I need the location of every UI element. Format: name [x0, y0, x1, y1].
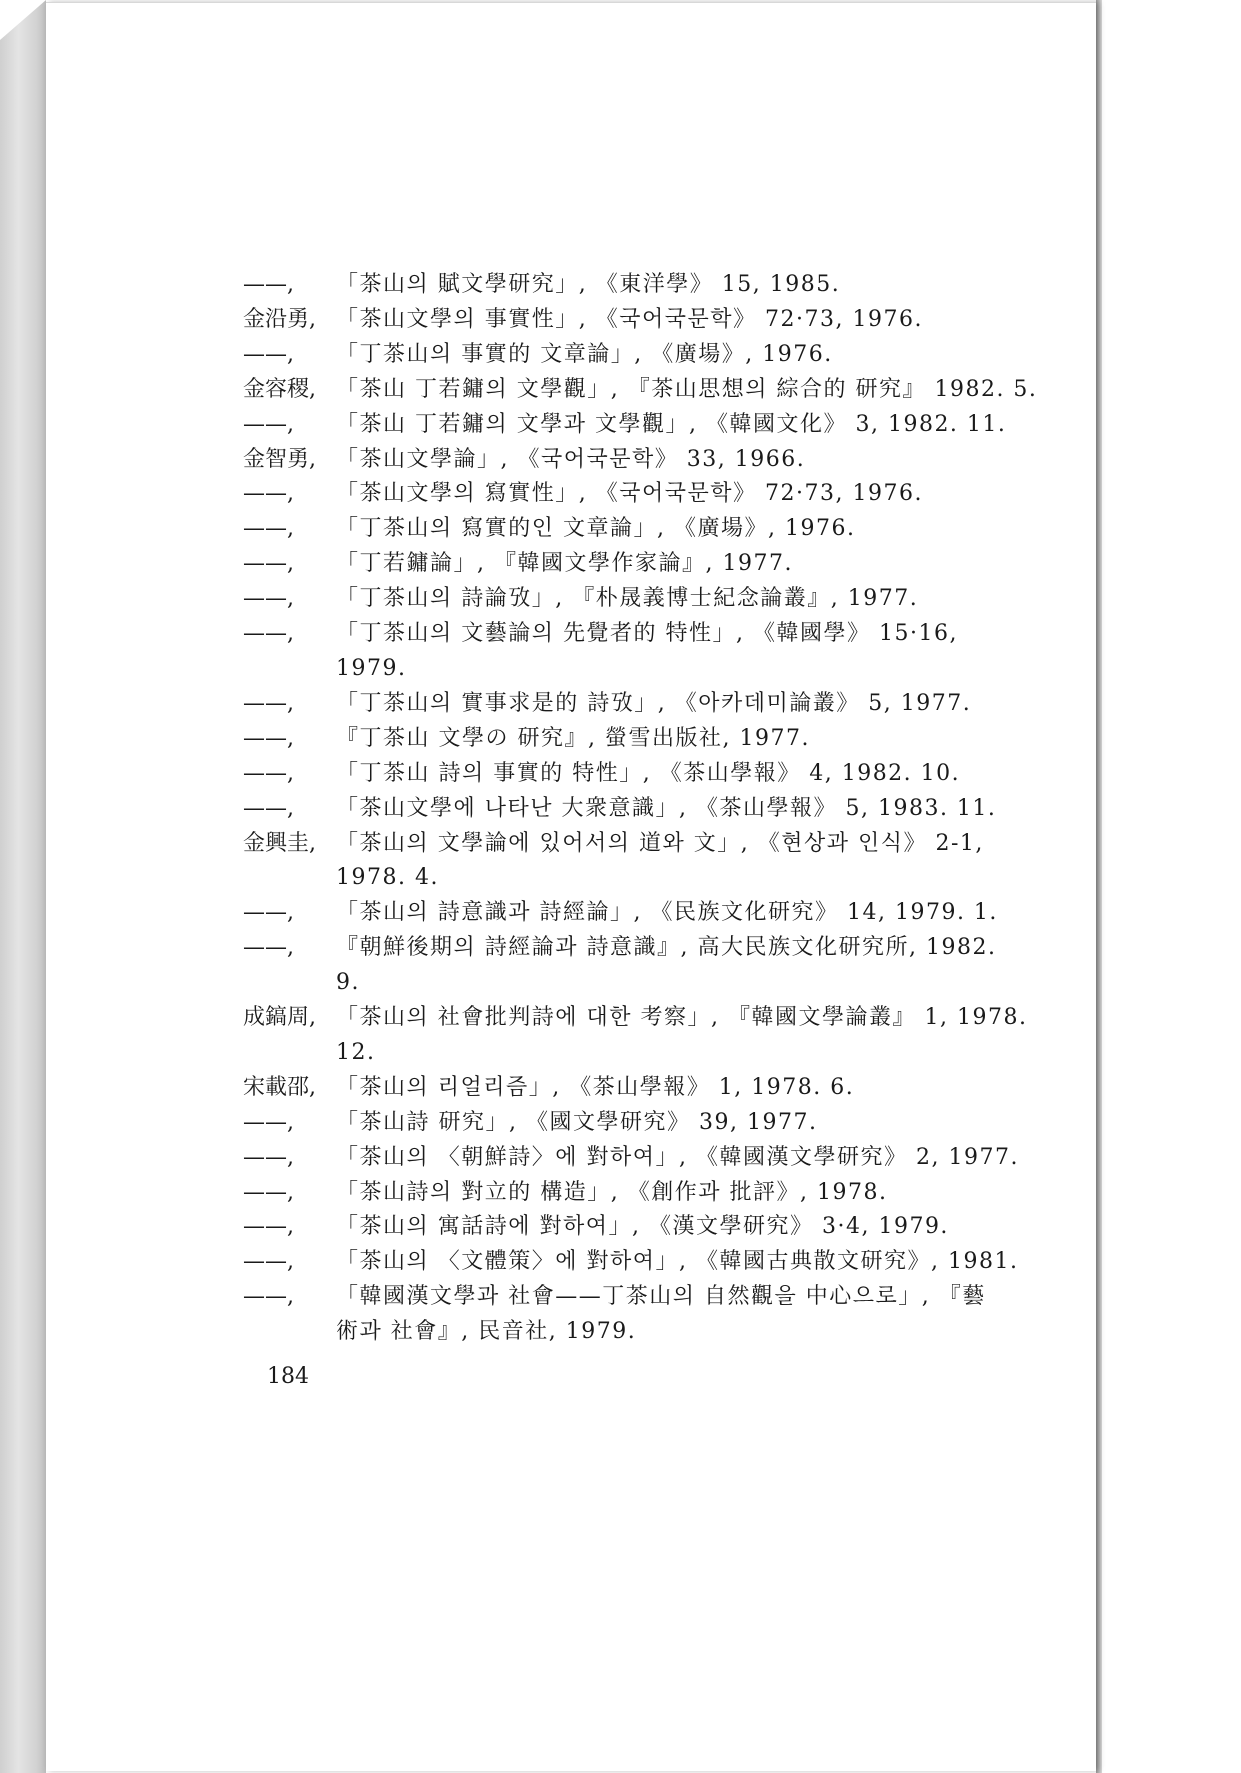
- citation-line: 「茶山文學의 寫實性」, 《국어국문학》 72·73, 1976.: [336, 481, 923, 507]
- entry-citation: [336, 617, 963, 687]
- entry-author: ——,: [243, 586, 294, 612]
- citation-line: 「茶山 丁若鏞의 文學觀」, 『茶山思想의 綜合的 研究』 1982. 5.: [336, 376, 1038, 402]
- bibliography-entry: [243, 896, 998, 931]
- entry-author: ——,: [243, 1109, 294, 1135]
- bibliography-entry: [243, 303, 963, 338]
- page-right-edge: [1096, 0, 1102, 1773]
- bibliography-entry: [243, 338, 963, 373]
- entry-citation: [336, 757, 963, 792]
- entry-author: 金興圭,: [243, 830, 316, 856]
- entry-author: ——,: [243, 341, 294, 367]
- entry-author: ——,: [243, 935, 294, 961]
- entry-citation: [336, 827, 984, 897]
- entry-author: ——,: [243, 621, 294, 647]
- entry-author: ——,: [243, 516, 294, 542]
- citation-line: 1978. 4.: [336, 865, 439, 891]
- page-corner: [0, 0, 46, 40]
- entry-citation: [336, 687, 971, 722]
- bibliography-entry: [243, 1106, 963, 1141]
- entry-citation: [336, 477, 963, 512]
- page-number: 184: [267, 1364, 309, 1389]
- citation-line: 「茶山 丁若鏞의 文學과 文學觀」, 《韓國文化》 3, 1982. 11.: [336, 411, 1007, 437]
- citation-line: 「丁茶山의 實事求是的 詩攷」, 《아카데미論叢》 5, 1977.: [336, 690, 972, 716]
- citation-line: 「茶山의 詩意識과 詩經論」, 《民族文化研究》 14, 1979. 1.: [336, 900, 998, 926]
- entry-citation: [336, 582, 963, 617]
- bibliography-entry: [243, 582, 963, 617]
- entry-citation: [336, 547, 963, 582]
- entry-author: ——,: [243, 795, 294, 821]
- citation-line: 「茶山文學의 事實性」, 《국어국문학》 72·73, 1976.: [336, 306, 923, 332]
- entry-author: ——,: [243, 1214, 294, 1240]
- entry-author: 金智勇,: [243, 446, 316, 472]
- bibliography-entry: [243, 547, 963, 582]
- entry-citation: [336, 1071, 963, 1106]
- entry-citation: [336, 443, 963, 478]
- bibliography-entry: [243, 1245, 1019, 1280]
- citation-line: 「丁茶山 詩의 事實的 特性」, 《茶山學報》 4, 1982. 10.: [336, 760, 961, 786]
- entry-author: ——,: [243, 1179, 294, 1205]
- citation-line: 12.: [336, 1039, 376, 1065]
- bibliography-entry: [243, 512, 963, 547]
- entry-citation: [336, 1106, 963, 1141]
- entry-citation: [336, 1001, 1027, 1071]
- entry-author: 宋載邵,: [243, 1074, 316, 1100]
- citation-line: 「丁若鏞論」, 『韓國文學作家論』, 1977.: [336, 551, 793, 577]
- citation-line: 1979.: [336, 655, 407, 681]
- citation-line: 「茶山詩 研究」, 《國文學研究》 39, 1977.: [336, 1109, 818, 1135]
- bibliography-entry: [243, 477, 963, 512]
- entry-citation: [336, 931, 996, 1001]
- bibliography-entry: [243, 617, 963, 687]
- entry-author: ——,: [243, 551, 294, 577]
- citation-line: 「茶山의 〈朝鮮詩〉에 對하여」, 《韓國漢文學研究》 2, 1977.: [336, 1144, 1019, 1170]
- entry-author: ——,: [243, 760, 294, 786]
- entry-author: ——,: [243, 690, 294, 716]
- bibliography-list: [243, 268, 1038, 1350]
- citation-line: 「茶山의 리얼리즘」, 《茶山學報》 1, 1978. 6.: [336, 1074, 855, 1100]
- bibliography-entry: [243, 1280, 986, 1350]
- bibliography-entry: [243, 1210, 963, 1245]
- entry-citation: [336, 1141, 1019, 1176]
- bibliography-entry: [243, 408, 1007, 443]
- citation-line: 「茶山의 〈文體策〉에 對하여」, 《韓國古典散文研究》, 1981.: [336, 1249, 1019, 1275]
- bibliography-entry: [243, 1176, 963, 1211]
- entry-author: ——,: [243, 481, 294, 507]
- entry-citation: [336, 373, 1037, 408]
- citation-line: 「茶山의 社會批判詩에 대한 考察」, 『韓國文學論叢』 1, 1978.: [336, 1005, 1028, 1031]
- entry-author: ——,: [243, 1144, 294, 1170]
- citation-line: 「茶山의 寓話詩에 對하여」, 《漢文學研究》 3·4, 1979.: [336, 1214, 949, 1240]
- entry-author: ——,: [243, 411, 294, 437]
- entry-citation: [336, 303, 963, 338]
- entry-author: 金容稷,: [243, 376, 316, 402]
- bibliography-entry: [243, 931, 997, 1001]
- bibliography-entry: [243, 687, 972, 722]
- entry-citation: [336, 512, 963, 547]
- entry-citation: [336, 408, 1006, 443]
- citation-line: 「茶山의 文學論에 있어서의 道와 文」, 《현상과 인식》 2-1,: [336, 830, 984, 856]
- bibliography-entry: [243, 757, 963, 792]
- entry-citation: [336, 268, 963, 303]
- entry-citation: [336, 1176, 963, 1211]
- bibliography-entry: [243, 1141, 1019, 1176]
- citation-line: 「茶山文學에 나타난 大衆意識」, 《茶山學報》 5, 1983. 11.: [336, 795, 997, 821]
- citation-line: 「茶山의 賦文學研究」, 《東洋學》 15, 1985.: [336, 272, 841, 297]
- citation-line: 『朝鮮後期의 詩經論과 詩意識』, 高大民族文化研究所, 1982.: [336, 935, 997, 961]
- entry-citation: [336, 896, 998, 931]
- bibliography-entry: [243, 443, 963, 478]
- entry-author: ——,: [243, 900, 294, 926]
- bibliography-entry: [243, 268, 963, 303]
- book-spine-edge: [0, 0, 46, 1773]
- entry-author: 成鎬周,: [243, 1005, 316, 1031]
- bibliography-entry: [243, 827, 984, 897]
- citation-line: 術과 社會』, 民音社, 1979.: [336, 1319, 637, 1345]
- citation-line: 「丁茶山의 詩論攷」, 『朴晟義博士紀念論叢』, 1977.: [336, 586, 919, 612]
- citation-line: 「丁茶山의 寫實的인 文章論」, 《廣場》, 1976.: [336, 516, 856, 542]
- entry-citation: [336, 338, 963, 373]
- citation-line: 「丁茶山의 文藝論의 先覺者的 特性」, 《韓國學》 15·16,: [336, 621, 958, 647]
- bibliography-entry: [243, 1071, 963, 1106]
- bibliography-entry: [243, 792, 997, 827]
- entry-citation: [336, 792, 996, 827]
- entry-author: ——,: [243, 725, 294, 751]
- entry-author: ——,: [243, 1284, 294, 1310]
- bibliography-entry: [243, 373, 1038, 408]
- entry-citation: [336, 1245, 1018, 1280]
- entry-author: ——,: [243, 1249, 294, 1275]
- citation-line: 「韓國漢文學과 社會——丁茶山의 自然觀을 中心으로」, 『藝: [336, 1284, 986, 1310]
- citation-line: 9.: [336, 970, 360, 996]
- citation-line: 「丁茶山의 事實的 文章論」, 《廣場》, 1976.: [336, 341, 833, 367]
- entry-author: ——,: [243, 272, 294, 297]
- entry-citation: [336, 1210, 963, 1245]
- citation-line: 「茶山詩의 對立的 構造」, 《創作과 批評》, 1978.: [336, 1179, 888, 1205]
- entry-author: 金沿勇,: [243, 306, 316, 332]
- entry-citation: [336, 1280, 986, 1350]
- bibliography-entry: [243, 722, 963, 757]
- bibliography-entry: [243, 1001, 1028, 1071]
- citation-line: 『丁茶山 文學の 研究』, 螢雪出版社, 1977.: [336, 725, 810, 751]
- citation-line: 「茶山文學論」, 《국어국문학》 33, 1966.: [336, 446, 806, 472]
- entry-citation: [336, 722, 963, 757]
